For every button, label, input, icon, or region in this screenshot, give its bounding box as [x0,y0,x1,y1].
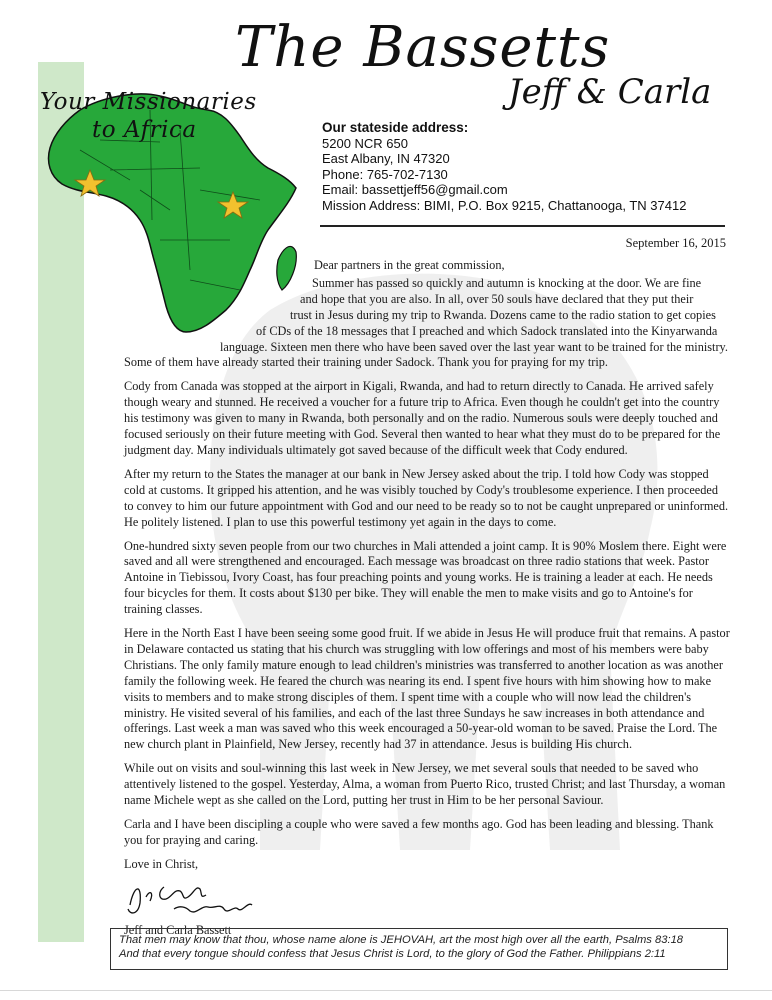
scripture-line1: That men may know that thou, whose name alone is JEHOVAH, art the most high over all the earth, Psalms 83:18 [119,934,684,946]
p1-line: Some of them have already started their training under Sadock. Thank you for praying for my trip. [124,355,608,370]
p1-line: and hope that you are also. In all, over 50 souls have declared that they put their [300,291,694,306]
address-block [322,120,686,213]
letter-greeting: Dear partners in the great commission, [314,258,505,272]
paragraph-3: After my return to the States the manager at our bank in New Jersey asked about the trip. I told how Cody was stopped cold at customs. It gripped his attention, and he was visibly touched by Cody's troublesome experience. I then proceeded to convey to him our future appointment with God and our need to be ready so to not be caught unprepared or uninformed. He politely listened. I plan to use this powerful testimony yet again in the days to come. [124,466,729,529]
tagline-line2: to Africa [92,117,197,143]
p1-line: trust in Jesus during my trip to Rwanda. Dozens came to the radio station to get copies [290,307,716,322]
address-city: East Albany, IN 47320 [322,151,450,166]
p1-line: Summer has passed so quickly and autumn is knocking at the door. We are fine [312,275,702,290]
letter-date: September 16, 2015 [625,236,726,250]
letter-closing: Love in Christ, [124,856,199,871]
paragraph-6: While out on visits and soul-winning this last week in New Jersey, we met several souls that needed to be saved who attentively listened to the gospel. Yesterday, Alma, a woman from Puerto Rico, trusted Christ; and last Thursday, a woman name Michele wept as she called on the Lord, putting her trust in Him to be her personal Saviour. [124,761,726,808]
page-bottom-edge [0,990,772,991]
tagline-line1: Your Missionaries [40,89,257,115]
address-email: Email: bassettjeff56@gmail.com [322,182,508,197]
tagline [40,88,270,144]
address-phone: Phone: 765-702-7130 [322,166,448,182]
paragraph-1 [124,276,730,371]
page-subtitle: Jeff & Carla [508,72,712,112]
address-mission: Mission Address: BIMI, P.O. Box 9215, Chattanooga, TN 37412 [322,197,687,213]
handwritten-signature [124,875,730,919]
letter-body [124,258,730,939]
address-street: 5200 NCR 650 [322,135,408,151]
p1-line: language. Sixteen men there who have been saved over the last year want to be trained for the ministry. [220,339,728,354]
paragraph-7: Carla and I have been discipling a couple who were saved a few months ago. God has been leading and blessing. Thank you for praying and caring. [124,817,714,847]
paragraph-4: One-hundred sixty seven people from our two churches in Mali attended a joint camp. It is 90% Moslem there. Eight were saved and all were strengthened and encouraged. Each message was broadcast on three radio stations that week. Pastor Antoine in Tiebissou, Ivory Coast, has four preaching points and young works. He is training a leader at each. He needs four bicycles for them. It costs about $130 per bike. They will enable the men to make visits and go to Antoine's for training classes. [124,538,727,617]
header-divider [320,225,725,227]
scripture-footer [110,928,728,970]
address-heading: Our stateside address: [322,120,469,135]
signed-name: Jeff and Carla Bassett [124,922,232,937]
paragraph-5: Here in the North East I have been seeing some good fruit. If we abide in Jesus He will produce fruit that remains. A pastor in Delaware contacted us stating that his church was struggling with low offerings and most of his members were baby Christians. The only family mature enough to lead children's ministries was transferred to another location as was another family the following week. He feared the church was nearing its end. I spent five hours with him showing how to make visits to members and to make strong disciples of them. I spent time with a couple who will now lead the children's ministry. He visited several of his families, and each of the last three Sundays he saw increases in both attendance and offerings. Last week a man was saved who this week encouraged a 50-year-old woman to be saved. Praise the Lord. The new church plant in Plainfield, New Jersey, recently had 37 in attendance. Jesus is building His church. [124,626,730,752]
scripture-line2: And that every tongue should confess that Jesus Christ is Lord, to the glory of God the Father. Philippians 2:11 [119,948,666,960]
paragraph-2: Cody from Canada was stopped at the airport in Kigali, Rwanda, and had to return directly to Canada. He arrived safely though weary and stunned. He received a voucher for a future trip to Africa. Even though he couldn't get into the country his testimony was given to many in Rwanda, both personally and on the radio. Numerous souls were deeply touched and focused seriously on their future meeting with God. Several then wanted to hear what they must do to be prepared for the judgment day. Many individuals ultimately got saved because of the difficult week that Cody endured. [124,379,721,457]
page-title: The Bassetts [235,15,611,80]
p1-line: of CDs of the 18 messages that I preached and which Sadock translated into the Kinyarwanda [256,323,718,338]
